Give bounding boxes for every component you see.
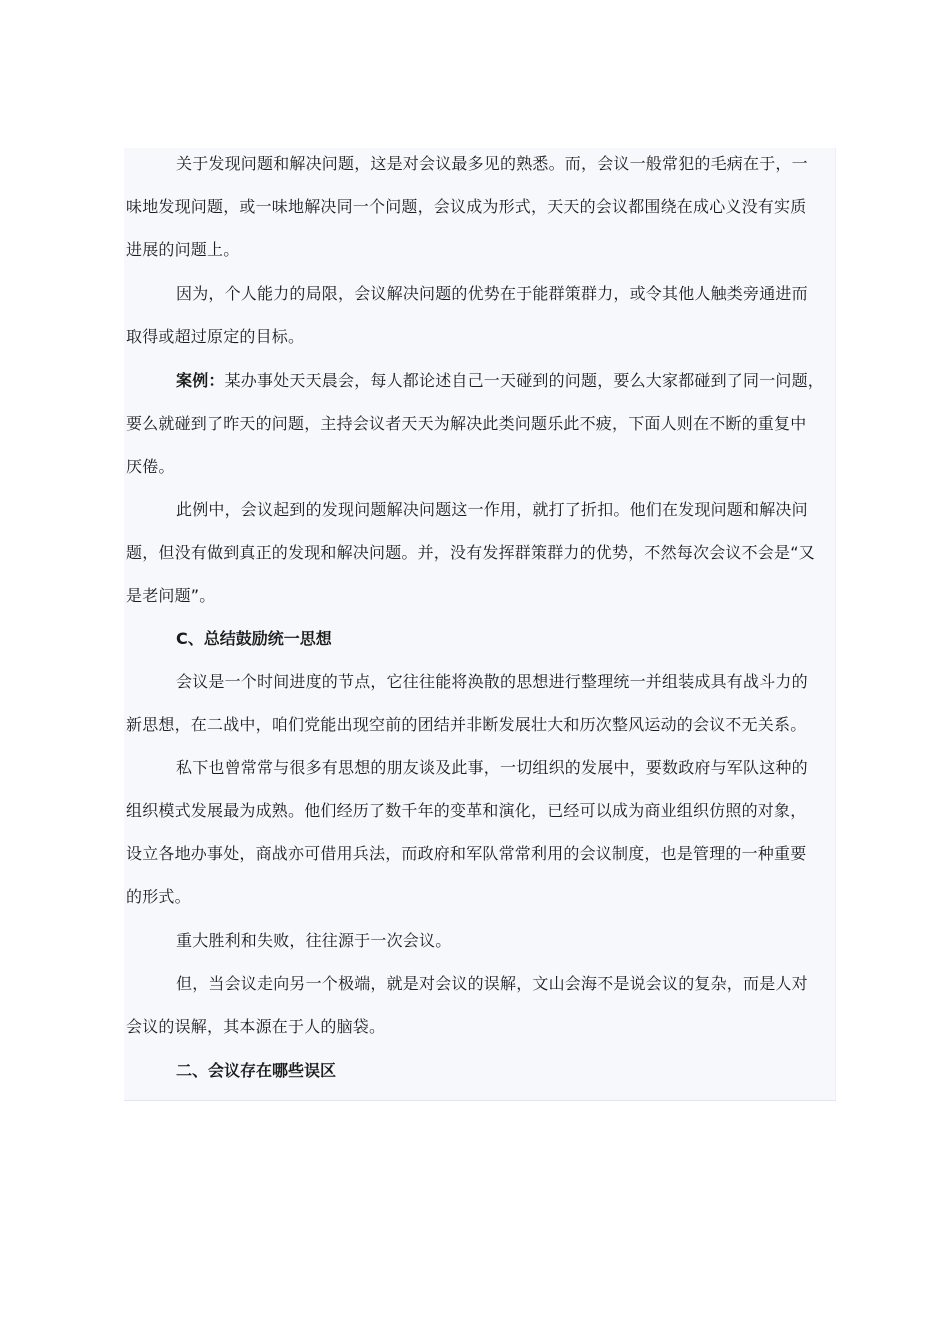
paragraph-line: 是老问题”。 bbox=[126, 586, 216, 605]
paragraph-line: 会议是一个时间进度的节点，它往往能将涣散的思想进行整理统一并组装成具有战斗力的 bbox=[176, 672, 808, 691]
paragraph-5 bbox=[126, 660, 838, 746]
case-label: 案例： bbox=[176, 371, 225, 390]
paragraph-line: 但，当会议走向另一个极端，就是对会议的误解，文山会海不是说会议的复杂，而是人对 bbox=[176, 974, 808, 993]
paragraph-line: 因为，个人能力的局限，会议解决问题的优势在于能群策群力，或令其他人触类旁通进而 bbox=[176, 284, 808, 303]
paragraph-8 bbox=[126, 962, 838, 1048]
paragraph-7 bbox=[126, 919, 838, 962]
paragraph-case bbox=[126, 359, 838, 488]
paragraph-line: 设立各地办事处，商战亦可借用兵法，而政府和军队常常利用的会议制度，也是管理的一种重要 bbox=[126, 844, 807, 863]
paragraph-line: 的形式。 bbox=[126, 887, 191, 906]
paragraph-line: 进展的问题上。 bbox=[126, 240, 240, 259]
paragraph-line: 味地发现问题，或一味地解决同一个问题，会议成为形式，天天的会议都围绕在成心义没有实质 bbox=[126, 197, 807, 216]
paragraph-1 bbox=[126, 142, 838, 271]
paragraph-line: 厌倦。 bbox=[126, 457, 175, 476]
paragraph-line: 关于发现问题和解决问题，这是对会议最多见的熟悉。而，会议一般常犯的毛病在于，一 bbox=[176, 154, 808, 173]
section-heading-2: 二、会议存在哪些误区 bbox=[176, 1061, 337, 1080]
paragraph-line: 新思想，在二战中，咱们党能出现空前的团结并非断发展壮大和历次整风运动的会议不无关系。 bbox=[126, 715, 807, 734]
paragraph-line: 私下也曾常常与很多有思想的朋友谈及此事，一切组织的发展中，要数政府与军队这种的 bbox=[176, 758, 808, 777]
paragraph-6 bbox=[126, 746, 838, 918]
paragraph-line: 取得或超过原定的目标。 bbox=[126, 327, 305, 346]
paragraph-line: 题，但没有做到真正的发现和解决问题。并，没有发挥群策群力的优势，不然每次会议不会是“又 bbox=[126, 543, 815, 562]
paragraph-2 bbox=[126, 272, 838, 358]
paragraph-line: 要么就碰到了昨天的问题，主持会议者天天为解决此类问题乐此不疲，下面人则在不断的重复中 bbox=[126, 414, 807, 433]
section-heading-c: C、总结鼓励统一思想 bbox=[176, 629, 332, 648]
paragraph-line: 此例中，会议起到的发现问题解决问题这一作用，就打了折扣。他们在发现问题和解决问 bbox=[176, 500, 808, 519]
paragraph-line: 组织模式发展最为成熟。他们经历了数千年的变革和演化，已经可以成为商业组织仿照的对象， bbox=[126, 801, 807, 820]
paragraph-line: 会议的误解，其本源在于人的脑袋。 bbox=[126, 1017, 386, 1036]
paragraph-line bbox=[126, 359, 838, 402]
paragraph-4 bbox=[126, 488, 838, 617]
paragraph-line: 重大胜利和失败，往往源于一次会议。 bbox=[176, 931, 452, 950]
case-text: 某办事处天天晨会，每人都论述自己一天碰到的问题，要么大家都碰到了同一问题， bbox=[224, 371, 825, 390]
